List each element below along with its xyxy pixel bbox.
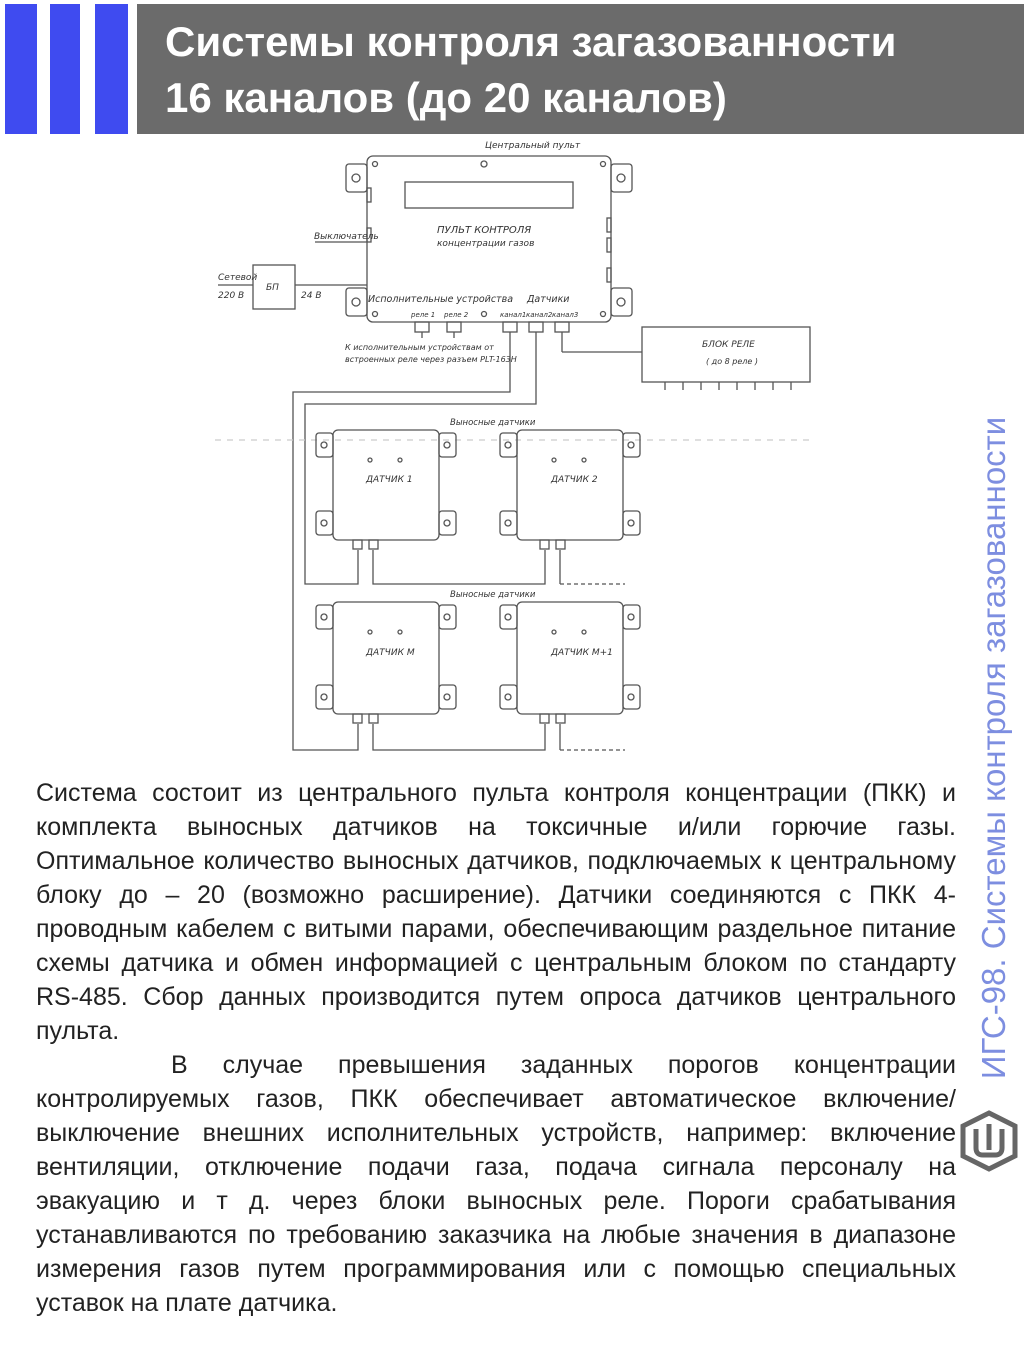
side-vertical-title: ИГС-98. Системы контроля загазованности: [975, 416, 1012, 1080]
paragraph-1: Система состоит из центрального пульта контроля концентрации (ПКК) и комплекта выносных датчиков на токсичные и/или горючие газы. Оптимальное количество выносных датчиков, подключаемых к центральному блоку до – 20 (возможно расширение). Датчики соединяются с ПКК 4-проводным кабелем с витыми парами, обеспечивающим раздельное питание схемы датчика и обмен информацией с центральным блоком по стандарту RS-485. Сбор данных производится путем опроса датчиков центрального пульта.: [36, 779, 956, 1045]
switch-label: Выключатель: [314, 232, 379, 242]
actuators-label: Исполнительные устройства: [368, 294, 514, 305]
sensor-m1-label: ДАТЧИК М+1: [551, 648, 613, 658]
sensor-box-m: [316, 602, 456, 723]
relay2-label: реле 2: [444, 311, 469, 319]
sensor-bus-wiring: [293, 332, 625, 750]
sensor-1-label: ДАТЧИК 1: [366, 475, 413, 485]
page-title-line-1: Системы контроля загазованности: [165, 18, 897, 65]
sensor-box-2: [500, 430, 640, 549]
psu-voltage-label: 24 В: [301, 291, 322, 301]
page-title-line-2: 16 каналов (до 20 каналов): [165, 74, 727, 121]
page-header: [137, 4, 1024, 134]
panel-subtitle: концентрации газов: [437, 239, 535, 249]
mains-label-2: 220 В: [218, 291, 245, 301]
relay-block-sub: ( до 8 реле ): [706, 357, 758, 366]
sensor-box-1: [316, 430, 456, 549]
channel2-label: канал2: [526, 311, 553, 319]
paragraph-2: В случае превышения заданных порогов концентрации контролируемых газов, ПКК обеспечивает автоматическое включение/выключение внешних исполнительных устройств, например: включение вентиляции, отключение подачи газа, подача сигнала персоналу на эвакуацию и т д. через блоки выносных реле. Пороги срабатывания устанавливаются по требованию заказчика на любые значения в диапазоне измерения газов путем программирования или с помощью специальных уставок на плате датчика.: [36, 1051, 956, 1317]
description-text: [36, 776, 956, 1320]
sensor-m-label: ДАТЧИК М: [366, 648, 415, 658]
psu-label: БП: [266, 283, 279, 293]
sensor-2-label: ДАТЧИК 2: [551, 475, 598, 485]
relay1-label: реле 1: [411, 311, 436, 319]
panel-title: ПУЛЬТ КОНТРОЛЯ: [437, 225, 532, 236]
sensors-label: Датчики: [527, 294, 570, 305]
accent-bar-1: [5, 4, 37, 134]
remote-sensors-label-1: Выносные датчики: [450, 418, 536, 428]
central-panel-label: Центральный пульт: [485, 141, 581, 151]
channel3-label: канал3: [552, 311, 579, 319]
relay-block: [642, 327, 810, 382]
accent-bar-3: [95, 4, 128, 134]
remote-sensors-label-2: Выносные датчики: [450, 590, 536, 600]
relay-block-label: БЛОК РЕЛЕ: [702, 340, 755, 350]
channel1-label: канал1: [500, 311, 527, 319]
sensor-box-m1: [500, 602, 640, 723]
accent-bar-2: [50, 4, 80, 134]
note-line-1: К исполнительным устройствам от: [345, 343, 494, 352]
relay-block-outputs: [665, 382, 791, 390]
mains-label-1: Сетевой: [218, 273, 258, 283]
note-line-2: встроенных реле через разъем PLT-163H: [345, 355, 517, 364]
company-logo-icon: [958, 1110, 1020, 1172]
wiring-diagram: [215, 138, 815, 760]
